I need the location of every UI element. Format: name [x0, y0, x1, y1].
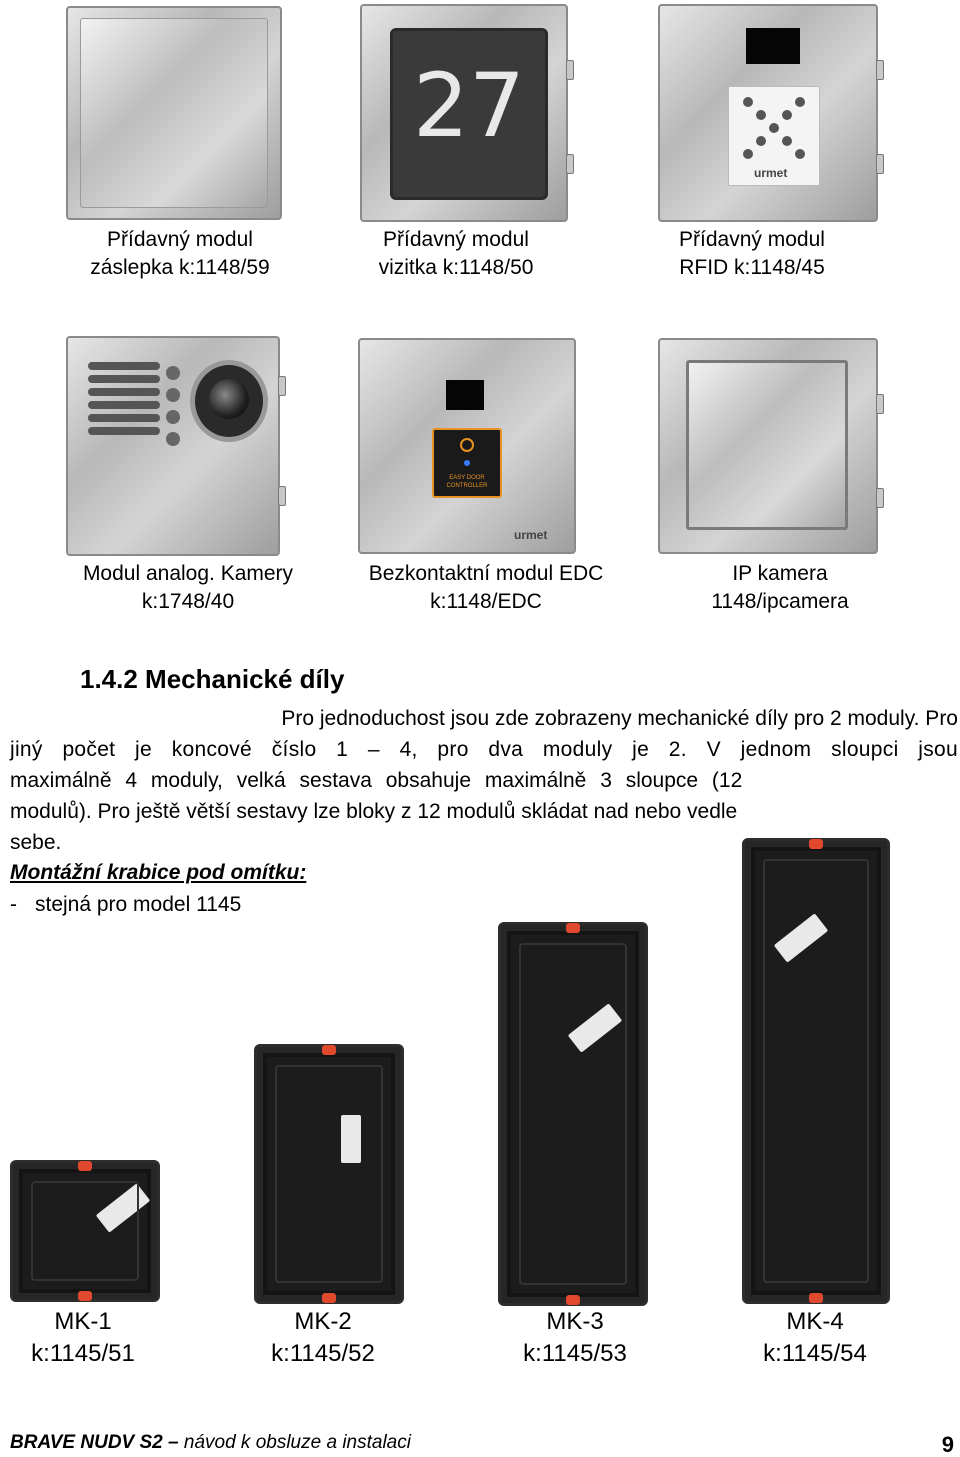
display-number: 27	[413, 54, 525, 157]
edc-module-image	[358, 338, 578, 556]
ip-camera-module-image	[658, 338, 888, 556]
module-caption: Přídavný modul záslepka k:1148/59	[90, 228, 270, 279]
section-paragraph: Pro jednoduchost jsou zde zobrazeny mechanické díly pro 2 moduly. Pro jiný počet je koncové číslo 1 – 4, pro dva moduly je 2. V jednom sloupci jsou maximálně 4 moduly, velká sestava obsahuje maximálně 3 sloupce (12 modulů). Pro ještě větší sestavy lze bloky z 12 modulů skládat nad nebo vedle sebe.	[10, 707, 958, 854]
page-number: 9	[941, 1432, 954, 1457]
box-caption: MK-4 k:1145/54	[763, 1308, 867, 1367]
speaker-grille	[88, 362, 160, 438]
rfid-x-pattern	[740, 94, 808, 162]
camera-lens-icon	[190, 360, 268, 442]
box-caption: MK-3 k:1145/53	[523, 1308, 627, 1367]
blank-plate-image	[66, 6, 282, 220]
mounting-box-subheading: Montážní krabice pod omítku:	[10, 861, 307, 884]
rfid-module-image	[658, 4, 888, 222]
edc-badge: EASY DOOR CONTROLLER	[432, 428, 502, 498]
section-heading: 1.4.2 Mechanické díly	[80, 664, 345, 694]
module-caption: Bezkontaktní modul EDC k:1148/EDC	[368, 562, 604, 613]
urmet-logo: urmet	[754, 166, 788, 180]
module-caption: IP kamera 1148/ipcamera	[711, 562, 849, 613]
mounting-box-mk4-image	[742, 838, 890, 1304]
bullet-item: - stejná pro model 1145	[10, 893, 242, 916]
module-caption: Modul analog. Kamery k:1748/40	[82, 562, 294, 613]
page-footer: BRAVE NUDV S2 – návod k obsluze a instalaci	[10, 1432, 411, 1453]
urmet-logo: urmet	[514, 528, 548, 542]
camera-module-image	[66, 336, 288, 556]
mounting-box-mk3-image	[498, 922, 648, 1306]
module-caption: Přídavný modul RFID k:1148/45	[679, 228, 825, 279]
box-caption: MK-1 k:1145/51	[31, 1308, 135, 1367]
module-caption: Přídavný modul vizitka k:1148/50	[378, 228, 534, 279]
mounting-box-mk2-image	[254, 1044, 404, 1304]
box-caption: MK-2 k:1145/52	[271, 1308, 375, 1367]
mounting-box-mk1-image	[10, 1160, 160, 1302]
number-card-image	[360, 4, 578, 222]
